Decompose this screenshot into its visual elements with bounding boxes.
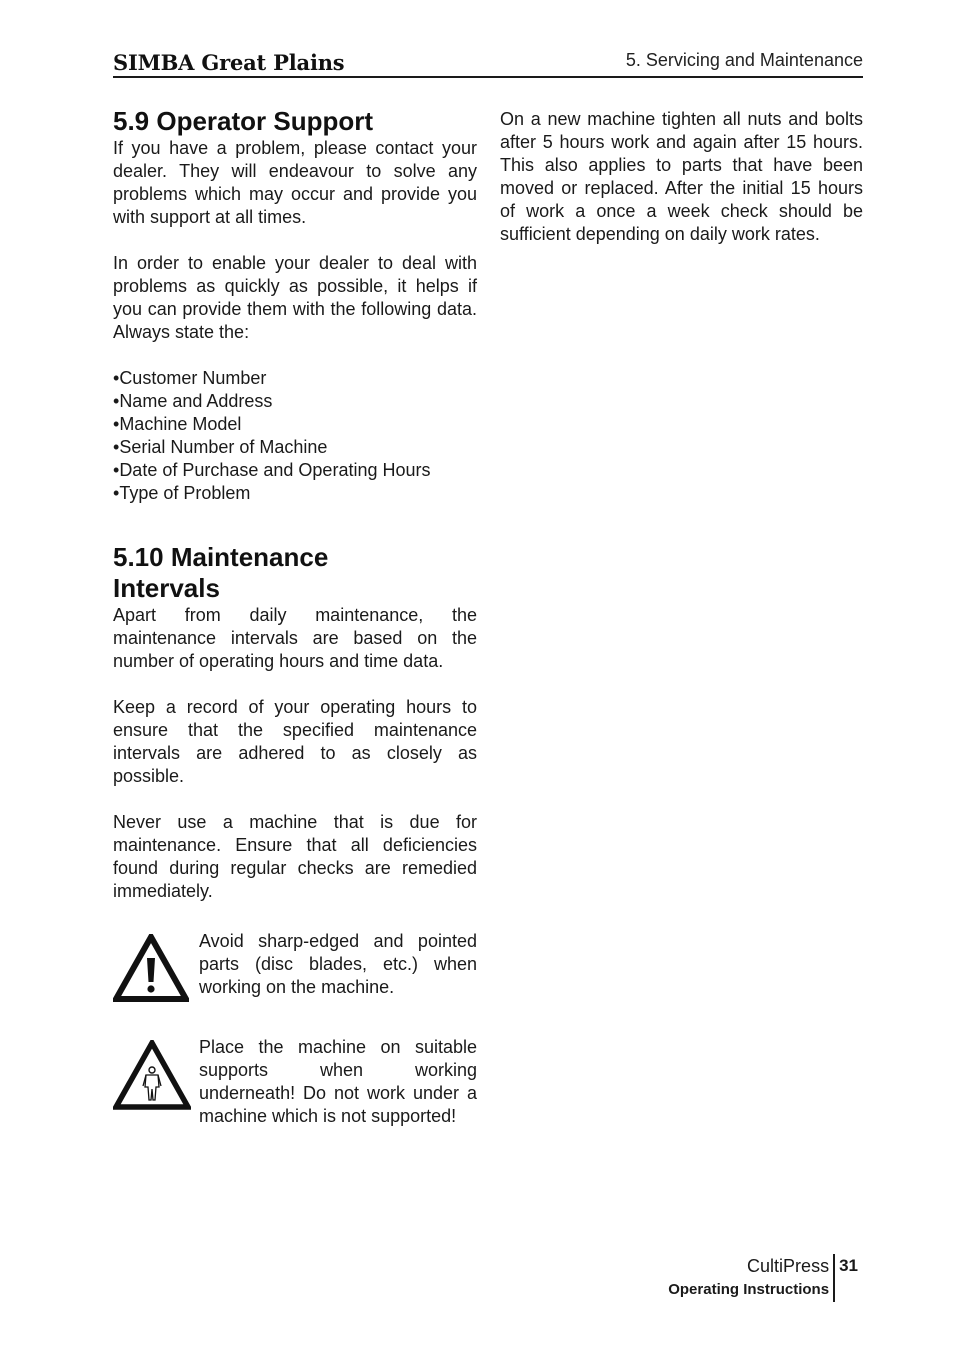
page-header [113,48,863,78]
heading-maintenance-intervals [113,542,477,604]
warning-supports [113,1036,477,1128]
crushing-hazard-warning-icon [113,1036,191,1115]
list-item: • Customer Number [113,367,477,390]
tightening-instructions: On a new machine tighten all nuts and bolts after 5 hours work and again after 15 hours. This also applies to parts that have been moved or replaced. After the initial 15 hours of work a once a week check should be sufficient depending on daily work rates. [500,109,863,244]
maintenance-para-2: Keep a record of your operating hours to ensure that the specified maintenance intervals are adhered to as closely as possible. [113,697,477,786]
warning-sharp-parts [113,930,477,1007]
footer-doc-type: Operating Instructions [668,1281,830,1298]
warning-supports-text: Place the machine on suitable supports when working underneath! Do not work under a machine which is not supported! [199,1037,477,1126]
heading-line-1: 5.10 Maintenance [113,542,329,572]
left-column [113,106,477,1128]
list-item: • Serial Number of Machine [113,436,477,459]
required-data-list [113,367,477,505]
list-item: • Machine Model [113,413,477,436]
right-column [500,108,863,246]
operator-support-para-2: In order to enable your dealer to deal with problems as quickly as possible, it helps if you can provide them with the following data. Always state the: [113,253,477,342]
brand-logo: SIMBA Great Plains [113,50,345,75]
warning-sharp-parts-text: Avoid sharp-edged and pointed parts (disc blades, etc.) when working on the machine. [199,931,477,997]
list-item: • Date of Purchase and Operating Hours [113,459,477,482]
running-section-title: 5. Servicing and Maintenance [625,50,863,70]
list-item: • Name and Address [113,390,477,413]
heading-operator-support: 5.9 Operator Support [113,106,374,136]
page-number: 31 [839,1256,858,1275]
exclamation-warning-icon [113,930,191,1007]
list-item: • Type of Problem [113,482,477,505]
footer-product-name: CultiPress [747,1256,830,1276]
operator-support-para-1: If you have a problem, please contact your dealer. They will endeavour to solve any problems which may occur and provide you with support at all times. [113,138,477,227]
page-footer [668,1254,858,1302]
maintenance-para-1: Apart from daily maintenance, the maintenance intervals are based on the number of operating hours and time data. [113,605,477,671]
maintenance-para-3: Never use a machine that is due for maintenance. Ensure that all deficiencies found during regular checks are remedied immediately. [113,812,477,901]
heading-line-2: Intervals [113,573,220,603]
